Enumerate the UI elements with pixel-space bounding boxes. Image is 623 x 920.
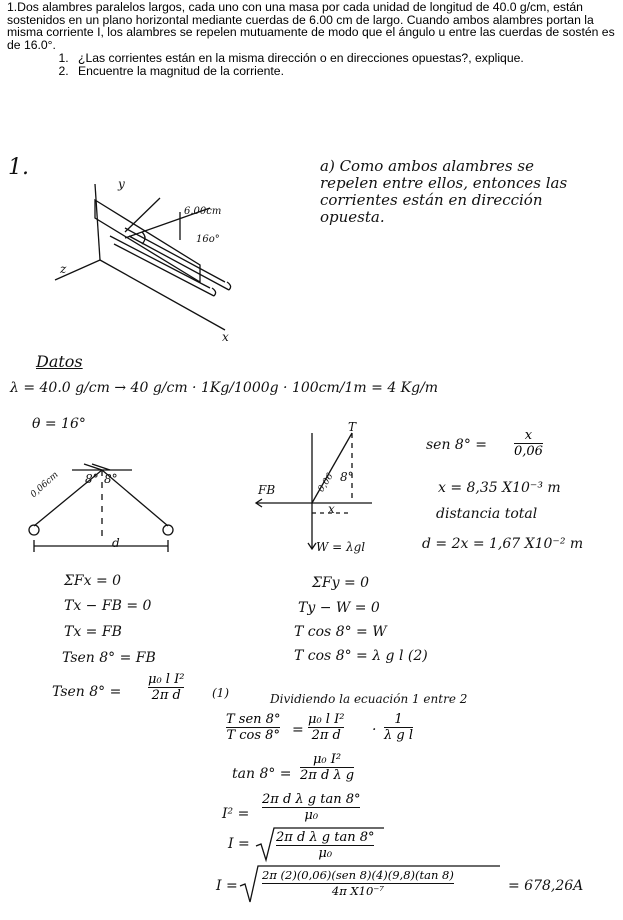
fx-eq-5-den: 2π d	[151, 688, 181, 703]
d-value: d = 2x = 1,67 X10⁻² m	[422, 536, 584, 552]
ratio-right-num: 1	[394, 712, 403, 727]
side-angle-left: 8°	[85, 472, 99, 486]
side-d-label: d	[112, 536, 120, 550]
sin-eq-lhs: sen 8° =	[426, 437, 488, 453]
eq-tag-1: (1)	[212, 686, 229, 700]
i-eq-den: μ₀	[318, 846, 333, 861]
distance-total-label: distancia total	[436, 506, 538, 522]
axis-z-label: z	[60, 262, 67, 276]
fbd-w-label: W = λgl	[316, 540, 366, 554]
isq-eq-fraction	[262, 792, 360, 823]
fbd-string-label: 0,06	[316, 471, 336, 495]
fy-eq-2: Ty − W = 0	[298, 600, 380, 616]
side-string-label: 0,06cm	[28, 470, 61, 500]
ratio-right-den: λ g l	[384, 728, 413, 743]
ratio-mid-num: μ₀ l I²	[308, 712, 345, 727]
side-angle-right: 8°	[104, 472, 118, 486]
tan-eq-num: μ₀ I²	[312, 752, 342, 767]
tan-eq-den: 2π d λ g	[300, 768, 355, 783]
ratio-mid-den: 2π d	[311, 728, 341, 743]
fx-eq-3: Tx = FB	[64, 624, 122, 640]
question-item: 2. Encuentre la magnitud de la corriente.	[72, 65, 619, 78]
angle-label: 16o°	[196, 234, 220, 245]
datos-title: Datos	[36, 352, 83, 371]
problem-block	[7, 1, 619, 78]
isq-eq-num: 2π d λ g tan 8°	[262, 792, 361, 807]
tan-eq-fraction	[300, 752, 354, 783]
answer-a: a) Como ambos alambres se repelen entre ellos, entonces las corrientes están en dirección opuesta.	[320, 157, 568, 226]
isq-eq-lhs: I² =	[222, 806, 250, 822]
fbd-fb-label: FB	[258, 483, 276, 497]
fbd-t-label: T	[348, 420, 357, 434]
fy-eq-3: T cos 8° = W	[294, 624, 387, 640]
fx-eq-5-lhs: Tsen 8° =	[52, 684, 122, 700]
axis-y-label: y	[118, 177, 125, 191]
x-value: x = 8,35 X10⁻³ m	[438, 480, 561, 496]
question-item: 1. ¿Las corrientes están en la misma dirección o en direcciones opuestas?, explique.	[72, 52, 619, 65]
fy-eq-4: T cos 8° = λ g l (2)	[294, 648, 428, 664]
final-fraction	[262, 868, 454, 899]
fbd-angle-label: 8°	[340, 470, 354, 484]
ratio-equals: =	[292, 722, 304, 738]
lambda-conversion: λ = 40.0 g/cm → 40 g/cm · 1Kg/1000g · 100cm/1m = 4 Kg/m	[10, 380, 439, 396]
final-result: = 678,26A	[508, 878, 584, 894]
ratio-left-fraction	[226, 712, 280, 743]
fx-eq-5-fraction	[148, 672, 184, 703]
isq-eq-den: μ₀	[304, 808, 319, 823]
i-eq-num: 2π d λ g tan 8°	[276, 830, 375, 845]
ratio-left-den: T cos 8°	[226, 728, 280, 743]
theta-value: θ = 16°	[32, 416, 86, 432]
wires-3d-diagram	[30, 170, 260, 345]
ratio-right-fraction	[384, 712, 413, 743]
ratio-mid-fraction	[308, 712, 344, 743]
solution-number: 1.	[8, 155, 29, 180]
axis-x-label: x	[222, 330, 229, 344]
sin-eq-num: x	[524, 428, 533, 443]
sin-eq-den: 0,06	[514, 444, 543, 459]
final-num: 2π (2)(0,06)(sen 8)(4)(9,8)(tan 8)	[262, 868, 454, 882]
ratio-left-num: T sen 8°	[226, 712, 281, 727]
sin-eq-fraction	[514, 428, 543, 459]
final-eq-lhs: I =	[216, 878, 238, 894]
fx-eq-2: Tx − FB = 0	[64, 598, 152, 614]
i-eq-lhs: I =	[228, 836, 250, 852]
fbd-x-label: x	[328, 502, 335, 516]
sum-fy-eq: ΣFy = 0	[312, 575, 370, 591]
tan-eq-lhs: tan 8° =	[232, 766, 292, 782]
fx-eq-4: Tsen 8° = FB	[62, 650, 156, 666]
fx-eq-5-num: μ₀ l I²	[148, 672, 185, 687]
i-eq-fraction	[276, 830, 374, 861]
side-view-diagram	[22, 458, 182, 558]
ratio-dot: ·	[372, 722, 377, 738]
final-den: 4π X10⁻⁷	[331, 884, 384, 898]
problem-statement: 1.Dos alambres paralelos largos, cada uno con una masa por cada unidad de longitud de 40.0 g/cm, están sostenidos en un plano horizontal mediante cuerdas de 6.00 cm de largo. Cuando ambos alambres portan la misma corriente I, los alambres se repelen mutuamente de modo que el ángulo u entre las cuerdas de sostén es de 16.0°.	[7, 0, 615, 52]
divide-note: Dividiendo la ecuación 1 entre 2	[270, 692, 468, 706]
sum-fx-eq: ΣFx = 0	[64, 573, 122, 589]
length-label: 6.00cm	[184, 206, 222, 217]
question-list	[7, 52, 619, 77]
